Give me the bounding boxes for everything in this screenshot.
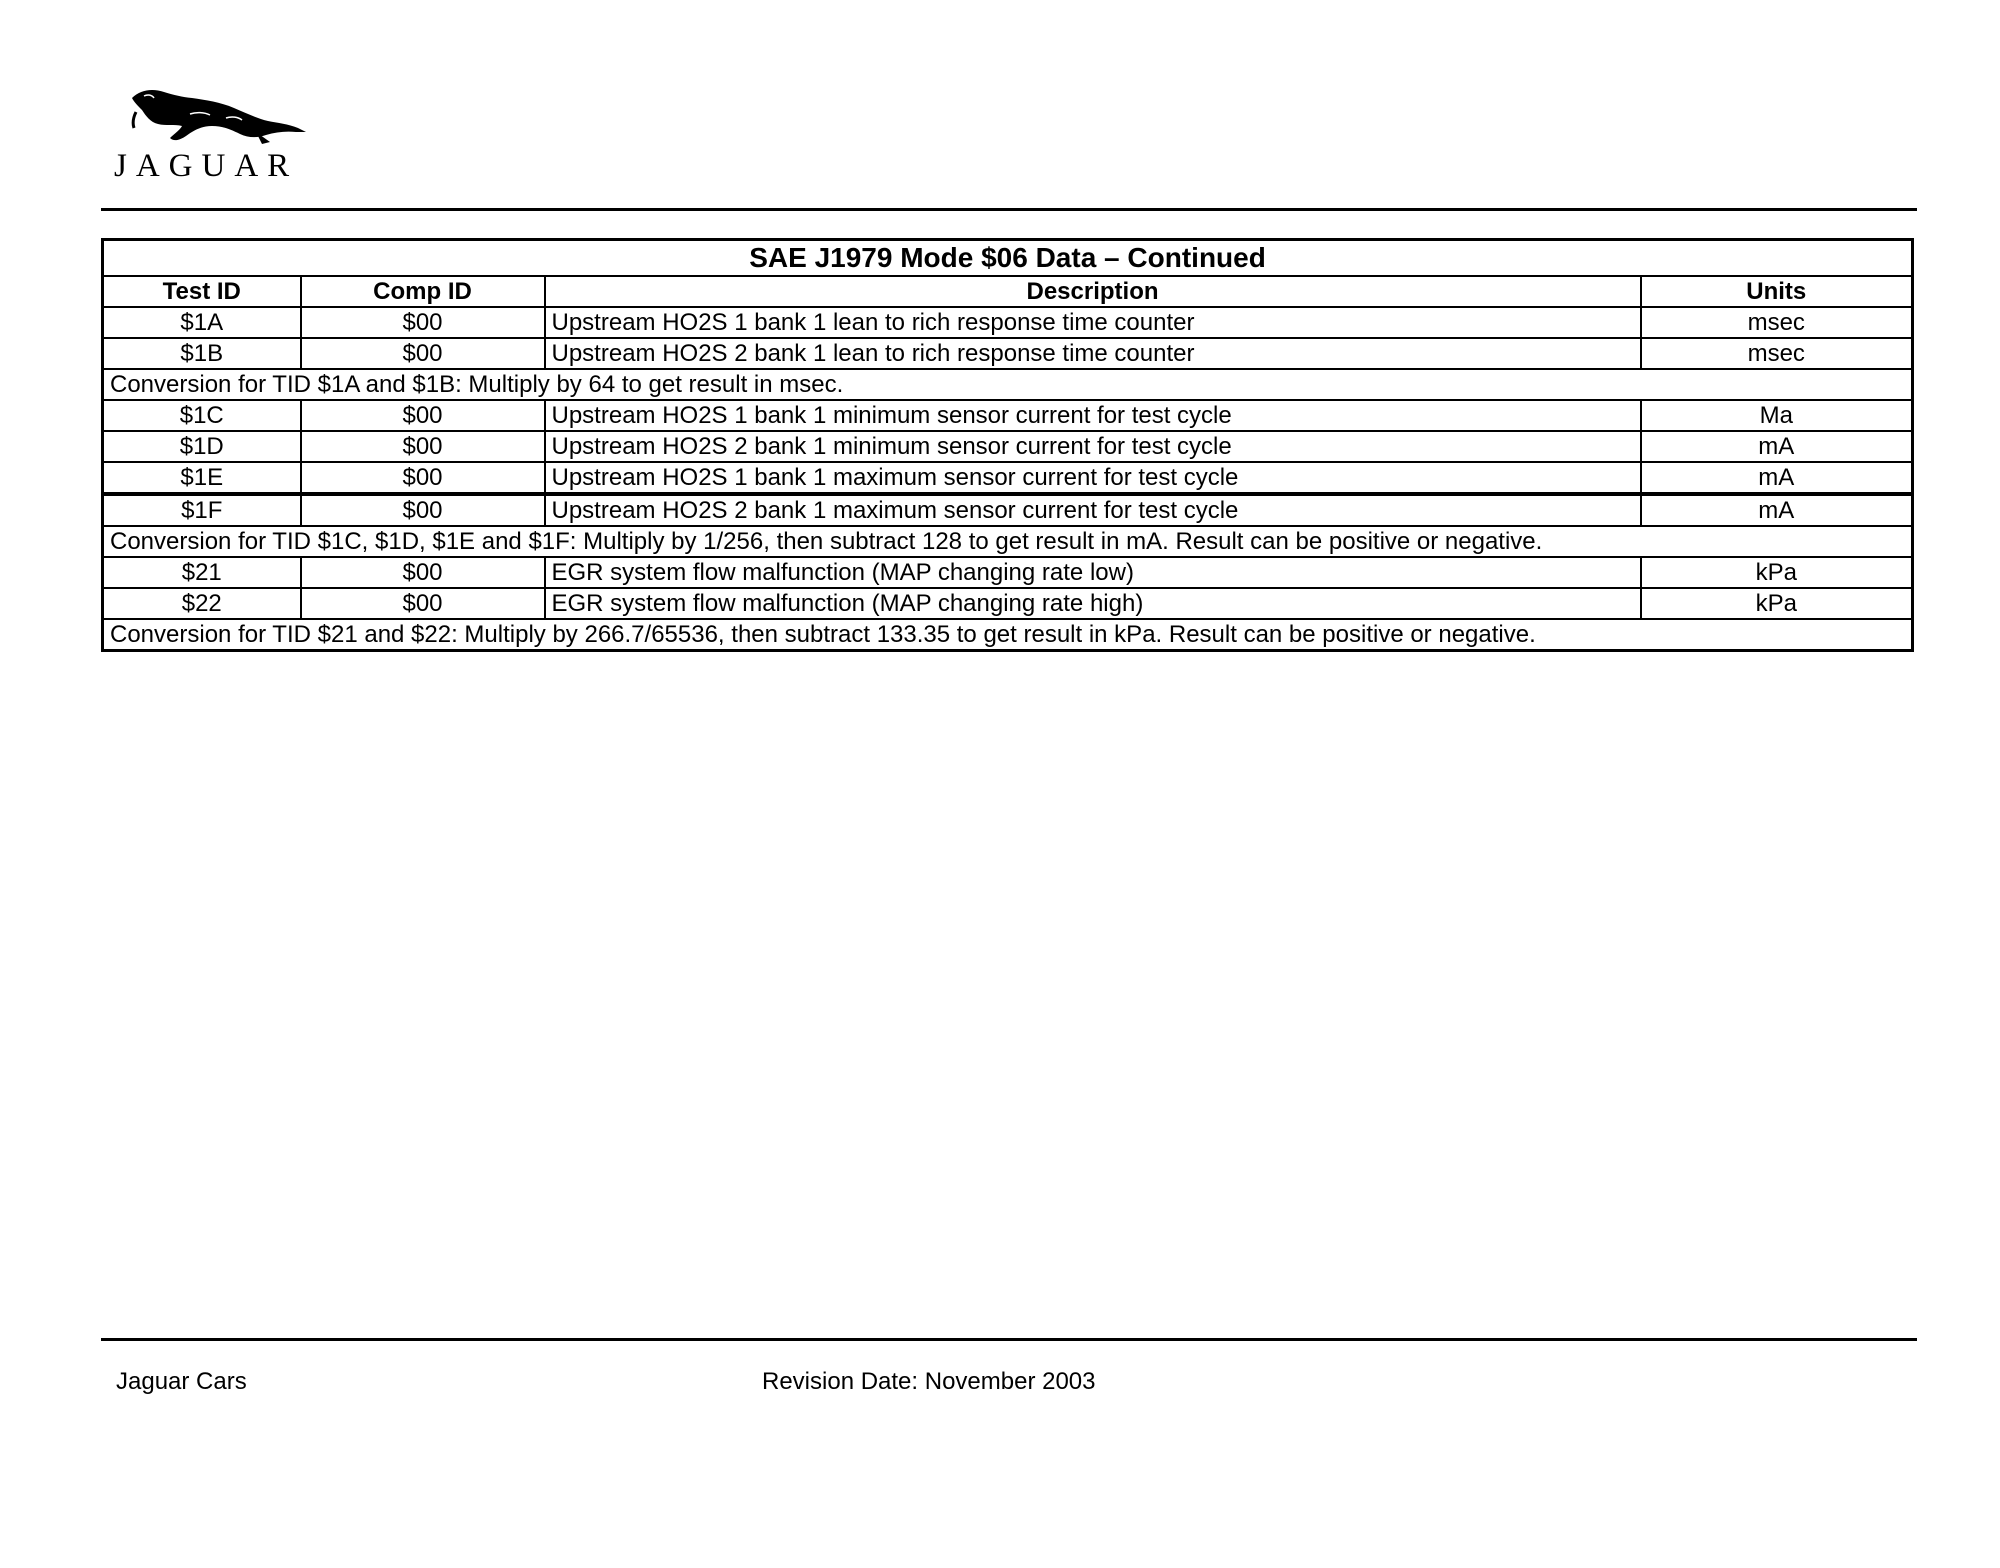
- description-cell: Upstream HO2S 1 bank 1 minimum sensor current for test cycle: [545, 400, 1641, 431]
- table-row: [103, 400, 1913, 431]
- units-cell: msec: [1641, 338, 1913, 369]
- column-header-comp-id: Comp ID: [301, 276, 545, 307]
- description-cell: Upstream HO2S 2 bank 1 maximum sensor current for test cycle: [545, 494, 1641, 526]
- units-cell: mA: [1641, 462, 1913, 494]
- conversion-note: Conversion for TID $21 and $22: Multiply by 266.7/65536, then subtract 133.35 to get result in kPa. Result can be positive or negative.: [103, 619, 1913, 651]
- comp-id-cell: $00: [301, 307, 545, 338]
- comp-id-cell: $00: [301, 557, 545, 588]
- description-cell: Upstream HO2S 2 bank 1 lean to rich response time counter: [545, 338, 1641, 369]
- table-row: [103, 431, 1913, 462]
- test-id-cell: $21: [103, 557, 301, 588]
- description-cell: Upstream HO2S 1 bank 1 maximum sensor current for test cycle: [545, 462, 1641, 494]
- conversion-note: Conversion for TID $1C, $1D, $1E and $1F: Multiply by 1/256, then subtract 128 to get result in mA. Result can be positive or negative.: [103, 526, 1913, 557]
- test-id-cell: $22: [103, 588, 301, 619]
- test-id-cell: $1C: [103, 400, 301, 431]
- units-cell: mA: [1641, 431, 1913, 462]
- test-id-cell: $1B: [103, 338, 301, 369]
- description-cell: EGR system flow malfunction (MAP changing rate high): [545, 588, 1641, 619]
- column-header-description: Description: [545, 276, 1641, 307]
- footer-revision-date: Revision Date: November 2003: [762, 1368, 1096, 1395]
- conversion-note: Conversion for TID $1A and $1B: Multiply by 64 to get result in msec.: [103, 369, 1913, 400]
- comp-id-cell: $00: [301, 431, 545, 462]
- description-cell: Upstream HO2S 2 bank 1 minimum sensor current for test cycle: [545, 431, 1641, 462]
- test-id-cell: $1D: [103, 431, 301, 462]
- table-row: [103, 307, 1913, 338]
- column-header-test-id: Test ID: [103, 276, 301, 307]
- table-row: [103, 462, 1913, 494]
- units-cell: mA: [1641, 494, 1913, 526]
- units-cell: kPa: [1641, 557, 1913, 588]
- table-row: [103, 557, 1913, 588]
- mode06-data-table: [101, 238, 1914, 652]
- units-cell: Ma: [1641, 400, 1913, 431]
- description-cell: Upstream HO2S 1 bank 1 lean to rich response time counter: [545, 307, 1641, 338]
- comp-id-cell: $00: [301, 494, 545, 526]
- logo-wordmark: JAGUAR: [114, 148, 299, 184]
- conversion-note-row: [103, 619, 1913, 651]
- leaping-jaguar-icon: [130, 88, 308, 148]
- comp-id-cell: $00: [301, 588, 545, 619]
- comp-id-cell: $00: [301, 338, 545, 369]
- conversion-note-row: [103, 526, 1913, 557]
- table-row: [103, 588, 1913, 619]
- units-cell: msec: [1641, 307, 1913, 338]
- comp-id-cell: $00: [301, 462, 545, 494]
- test-id-cell: $1F: [103, 494, 301, 526]
- table-title: SAE J1979 Mode $06 Data – Continued: [103, 240, 1913, 277]
- footer-rule: [101, 1338, 1917, 1341]
- units-cell: kPa: [1641, 588, 1913, 619]
- table-row: [103, 338, 1913, 369]
- footer-company: Jaguar Cars: [116, 1368, 247, 1395]
- jaguar-logo: [112, 86, 312, 186]
- conversion-note-row: [103, 369, 1913, 400]
- description-cell: EGR system flow malfunction (MAP changing rate low): [545, 557, 1641, 588]
- header-rule: [101, 208, 1917, 211]
- table-row: [103, 494, 1913, 526]
- test-id-cell: $1A: [103, 307, 301, 338]
- test-id-cell: $1E: [103, 462, 301, 494]
- column-header-units: Units: [1641, 276, 1913, 307]
- comp-id-cell: $00: [301, 400, 545, 431]
